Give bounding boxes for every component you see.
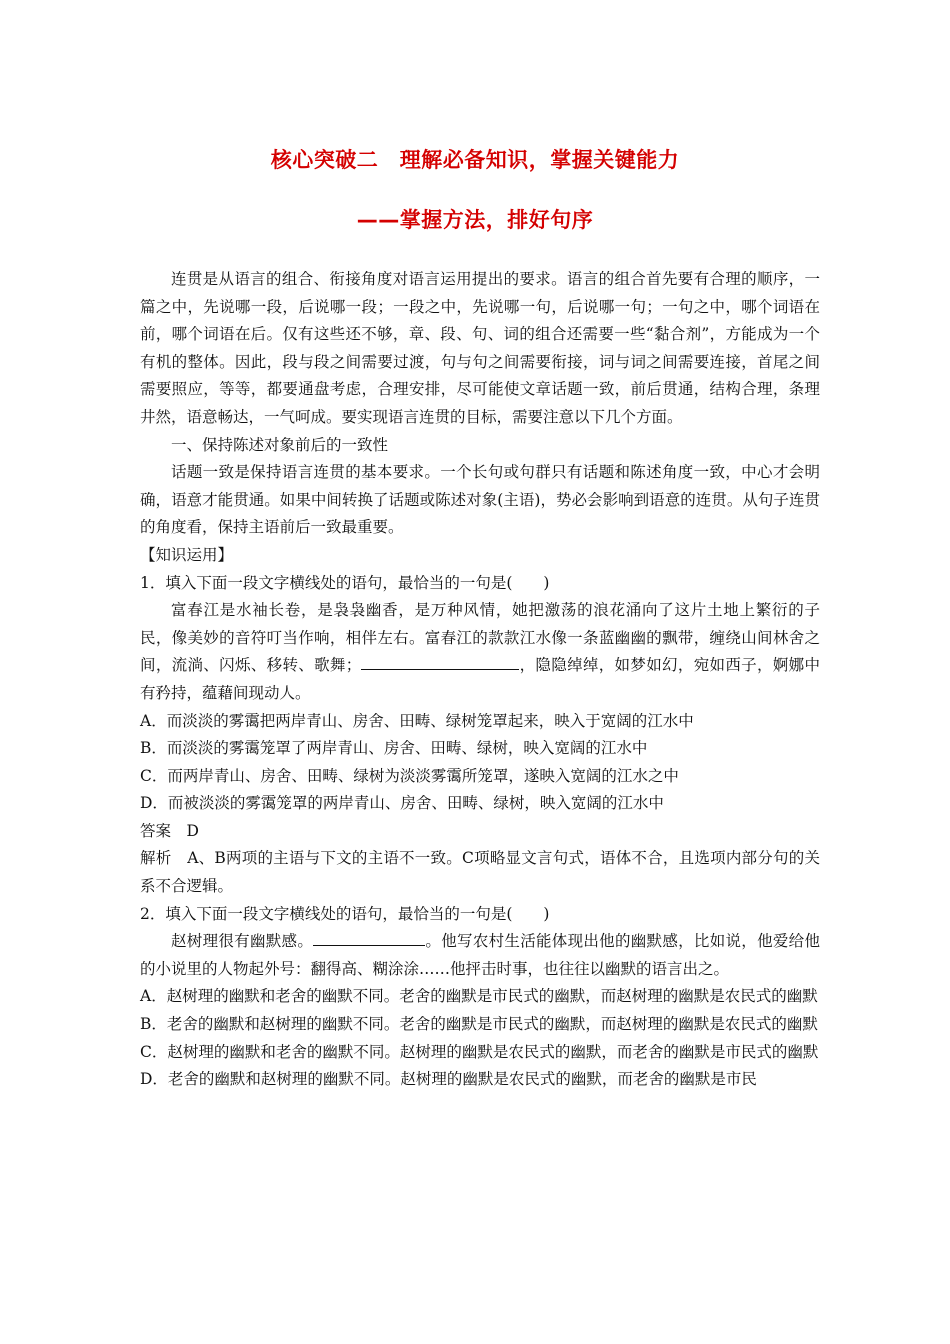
page-title: 核心突破二 理解必备知识，掌握关键能力 — [270, 148, 680, 172]
option-b: B．老舍的幽默和赵树理的幽默不同。老舍的幽默是市民式的幽默，而赵树理的幽默是农民式的幽默 — [140, 1015, 818, 1034]
answer-line: 答案 D — [140, 821, 199, 840]
topic-paragraph: 话题一致是保持语言连贯的基本要求。一个长句或句群只有话题和陈述角度一致，中心才会明确，语意才能贯通。如果中间转换了话题或陈述对象(主语)，势必会影响到语意的连贯。从句子连贯的角度看，保持主语前后一致最重要。 — [140, 463, 820, 537]
fill-blank-line — [361, 653, 519, 670]
passage-text-after: ，隐隐绰绰，如梦如幻，宛如西子，婀娜中有矜持，蕴藉间现动人。 — [140, 656, 820, 702]
question-1-stem: 1．填入下面一段文字横线处的语句，最恰当的一句是( ) — [140, 573, 550, 592]
option-d: D．而被淡淡的雾霭笼罩的两岸青山、房舍、田畴、绿树，映入宽阔的江水中 — [140, 794, 664, 813]
analysis-paragraph: 解析 A、B两项的主语与下文的主语不一致。C项略显文言句式，语体不合，且选项内部分句的关系不合逻辑。 — [140, 849, 820, 896]
option-c: C．赵树理的幽默和老舍的幽默不同。赵树理的幽默是农民式的幽默，而老舍的幽默是市民式的幽默 — [140, 1042, 819, 1061]
option-c: C．而两岸青山、房舍、田畴、绿树为淡淡雾霭所笼罩，遂映入宽阔的江水之中 — [140, 766, 679, 785]
knowledge-label: 【知识运用】 — [140, 545, 234, 564]
fill-blank-line — [313, 929, 425, 946]
question-2-stem: 2．填入下面一段文字横线处的语句，最恰当的一句是( ) — [140, 904, 550, 923]
passage-text-before: 赵树理很有幽默感。 — [171, 932, 314, 951]
option-a: A．而淡淡的雾霭把两岸青山、房舍、田畴、绿树笼罩起来，映入于宽阔的江水中 — [140, 711, 694, 730]
option-d: D．老舍的幽默和赵树理的幽默不同。赵树理的幽默是农民式的幽默，而老舍的幽默是市民 — [140, 1070, 757, 1089]
question-2-passage — [140, 928, 820, 983]
document-body — [140, 266, 820, 1094]
passage-text-before: 富春江是水袖长卷，是袅袅幽香，是万种风情，她把激荡的浪花涌向了这片土地上繁衍的子民，像美妙的音符叮当作响，相伴左右。富春江的款款江水像一条蓝幽幽的飘带，缠绕山间林舍之间，流淌、闪烁、移转、歌舞； — [140, 601, 820, 675]
passage-text-after: 。他写农村生活能体现出他的幽默感，比如说，他爱给他的小说里的人物起外号：翻得高、糊涂涂……他抨击时事，也往往以幽默的语言出之。 — [140, 932, 820, 978]
page-subtitle: ——掌握方法，排好句序 — [356, 208, 594, 232]
intro-paragraph: 连贯是从语言的组合、衔接角度对语言运用提出的要求。语言的组合首先要有合理的顺序，一篇之中，先说哪一段，后说哪一段；一段之中，先说哪一句，后说哪一句；一句之中，哪个词语在前，哪个词语在后。仅有这些还不够，章、段、句、词的组合还需要一些“黏合剂”，方能成为一个有机的整体。因此，段与段之间需要过渡，句与句之间需要衔接，词与词之间需要连接，首尾之间需要照应，等等，都要通盘考虑，合理安排，尽可能使文章话题一致，前后贯通，结构合理，条理井然，语意畅达，一气呵成。要实现语言连贯的目标，需要注意以下几个方面。 — [140, 270, 820, 426]
question-1-passage — [140, 597, 820, 707]
option-a: A．赵树理的幽默和老舍的幽默不同。老舍的幽默是市民式的幽默，而赵树理的幽默是农民式的幽默 — [140, 987, 818, 1006]
section-heading: 一、保持陈述对象前后的一致性 — [171, 435, 389, 454]
option-b: B．而淡淡的雾霭笼罩了两岸青山、房舍、田畴、绿树，映入宽阔的江水中 — [140, 739, 648, 758]
